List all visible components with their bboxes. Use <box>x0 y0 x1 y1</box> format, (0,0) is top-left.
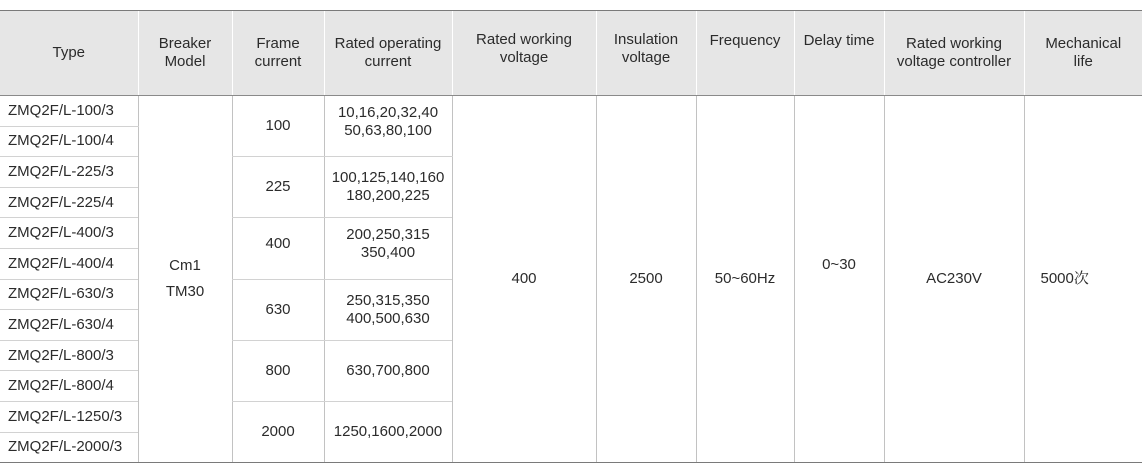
type-cell: ZMQ2F/L-800/4 <box>0 371 138 402</box>
type-cell: ZMQ2F/L-225/4 <box>0 187 138 218</box>
rated-operating-current-cell <box>324 279 452 340</box>
current-text: 200,250,315 <box>346 226 430 244</box>
controller-cell: AC230V <box>884 96 1024 463</box>
header-text: voltage <box>499 49 549 66</box>
rated-operating-current-cell <box>324 96 452 157</box>
breaker-model-cell <box>138 96 232 463</box>
type-cell: ZMQ2F/L-800/3 <box>0 340 138 371</box>
header-rated-operating-current <box>324 11 452 96</box>
header-breaker-model <box>138 11 232 96</box>
header-delay-time <box>794 11 884 96</box>
header-frequency <box>696 11 794 96</box>
header-text: voltage <box>621 49 671 66</box>
header-text: Mechanical <box>1045 35 1122 52</box>
type-cell: ZMQ2F/L-630/3 <box>0 279 138 310</box>
current-text: 180,200,225 <box>346 187 430 205</box>
delay-time-cell <box>794 96 884 463</box>
header-frame-current <box>232 11 324 96</box>
header-text: life <box>1073 53 1093 70</box>
header-text: current <box>364 53 412 70</box>
rated-working-voltage-cell: 400 <box>452 96 596 463</box>
type-cell: ZMQ2F/L-100/3 <box>0 96 138 127</box>
frame-current-cell: 2000 <box>232 401 324 462</box>
rated-operating-current-cell <box>324 157 452 218</box>
current-text: 10,16,20,32,40 <box>337 104 439 122</box>
frame-current-text: 400 <box>265 235 291 253</box>
spec-table <box>0 10 1142 463</box>
header-text: Rated working <box>906 35 1002 52</box>
frame-current-cell: 100 <box>232 96 324 157</box>
header-text: Rated operating <box>334 35 442 52</box>
header-text: Rated working <box>476 31 572 48</box>
header-insulation-voltage <box>596 11 696 96</box>
header-text: Frame <box>256 35 300 52</box>
rated-operating-current-cell: 630,700,800 <box>324 340 452 401</box>
current-text: 350,400 <box>360 244 416 262</box>
current-text: 50,63,80,100 <box>344 122 432 140</box>
current-text: 400,500,630 <box>346 309 430 327</box>
type-cell: ZMQ2F/L-400/3 <box>0 218 138 249</box>
mechanical-life-cell: 5000次 <box>1024 96 1142 463</box>
current-text: 250,315,350 <box>346 291 430 309</box>
type-cell: ZMQ2F/L-630/4 <box>0 310 138 341</box>
current-text: 100,125,140,160 <box>331 169 445 187</box>
frame-current-cell: 800 <box>232 340 324 401</box>
header-mechanical-life <box>1024 11 1142 96</box>
delay-time-text: 0~30 <box>822 256 856 274</box>
table-row <box>0 96 1142 127</box>
frame-current-cell: 225 <box>232 157 324 218</box>
header-text: current <box>254 53 302 70</box>
header-text: Delay time <box>803 32 875 49</box>
breaker-model-text: TM30 <box>165 283 205 301</box>
frame-current-cell <box>232 218 324 279</box>
header-text: voltage controller <box>896 53 1012 70</box>
header-controller <box>884 11 1024 96</box>
type-cell: ZMQ2F/L-225/3 <box>0 157 138 188</box>
frame-current-cell: 630 <box>232 279 324 340</box>
type-cell: ZMQ2F/L-1250/3 <box>0 401 138 432</box>
type-cell: ZMQ2F/L-2000/3 <box>0 432 138 463</box>
insulation-voltage-cell: 2500 <box>596 96 696 463</box>
rated-operating-current-cell <box>324 218 452 279</box>
type-cell: ZMQ2F/L-100/4 <box>0 126 138 157</box>
header-text: Frequency <box>709 32 781 49</box>
header-text: Insulation <box>613 31 679 48</box>
header-type: Type <box>0 11 138 96</box>
type-cell: ZMQ2F/L-400/4 <box>0 248 138 279</box>
breaker-model-text: Cm1 <box>169 257 201 275</box>
header-text: Model <box>164 53 206 70</box>
header-row <box>0 11 1142 96</box>
rated-operating-current-cell: 1250,1600,2000 <box>324 401 452 462</box>
header-text: Breaker <box>158 35 212 52</box>
header-rated-working-voltage <box>452 11 596 96</box>
frequency-cell: 50~60Hz <box>696 96 794 463</box>
